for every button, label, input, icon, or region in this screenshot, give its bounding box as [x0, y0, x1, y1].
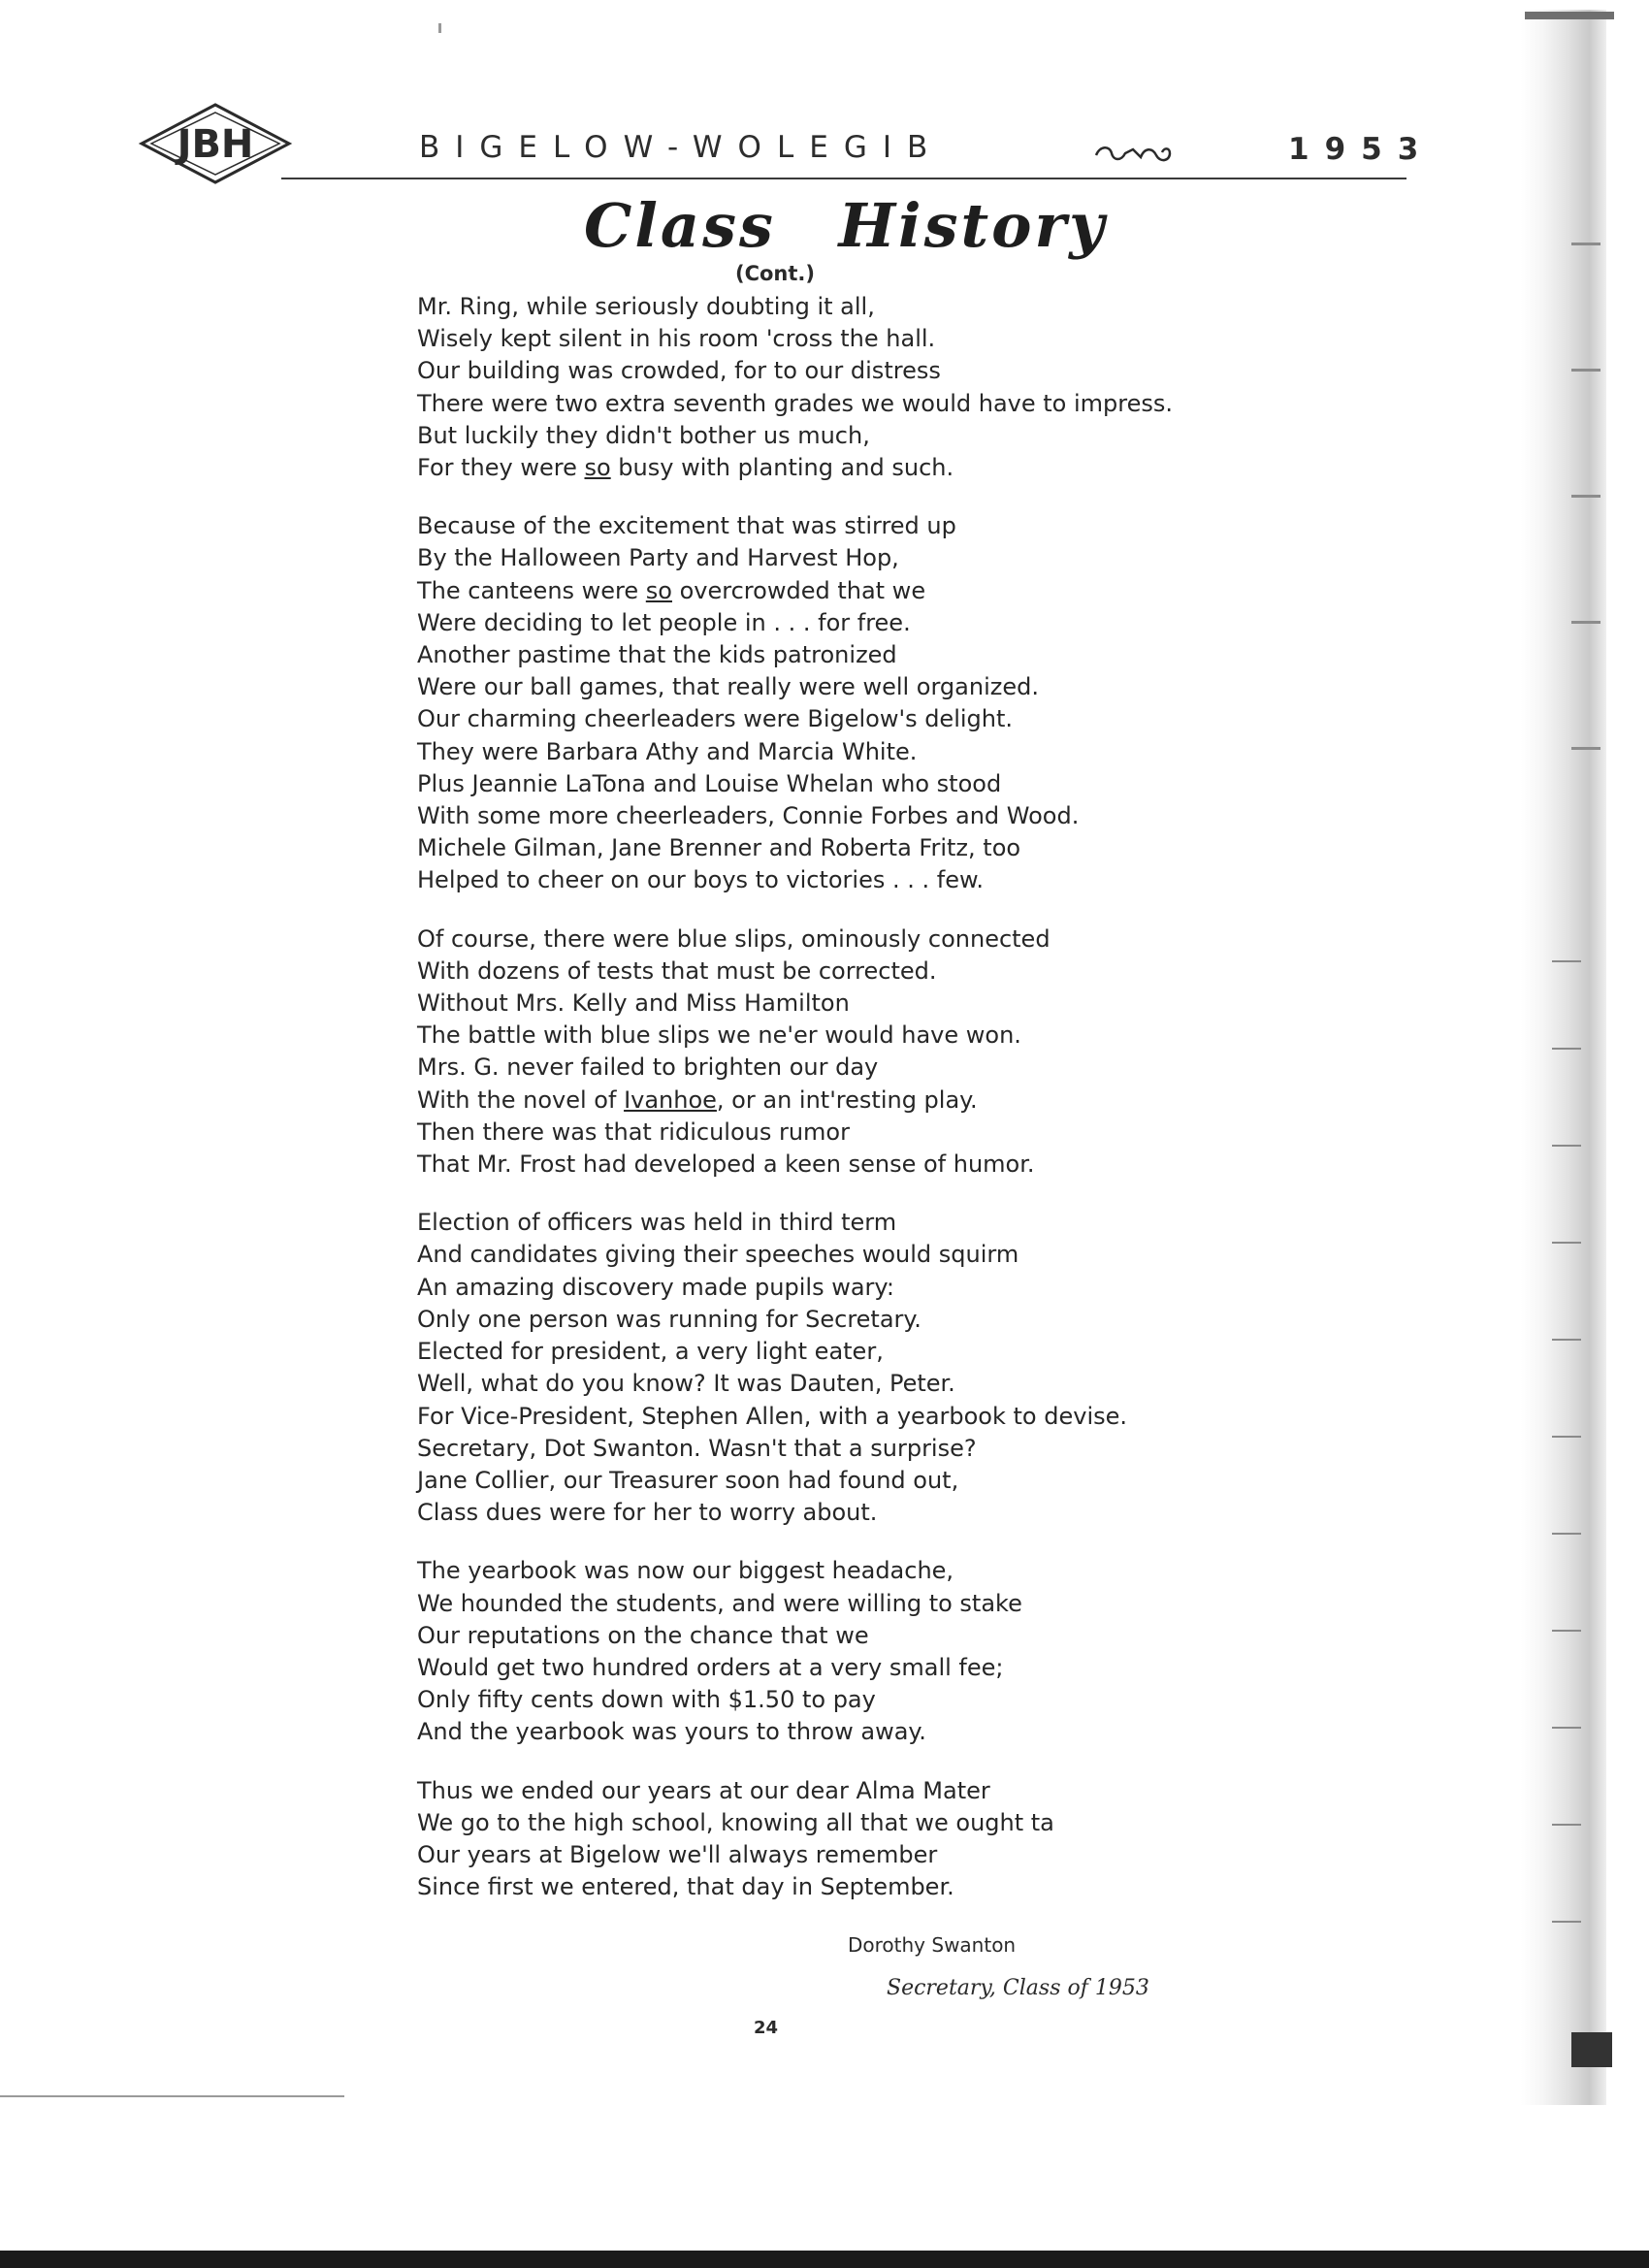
stanza	[417, 923, 1290, 1182]
binding-clip-mark	[1571, 2032, 1612, 2067]
binding-tick	[1571, 747, 1600, 750]
poem-line: Jane Collier, our Treasurer soon had found out,	[417, 1466, 959, 1494]
poem-line: Would get two hundred orders at a very small fee;	[417, 1653, 1004, 1681]
poem-line: That Mr. Frost had developed a keen sense of humor.	[417, 1150, 1035, 1179]
binding-dash	[1552, 1242, 1581, 1244]
stanza	[417, 291, 1290, 484]
poem-line: The canteens were so overcrowded that we	[417, 576, 926, 604]
poem-line: Michele Gilman, Jane Brenner and Roberta Fritz, too	[417, 834, 1021, 862]
logo-monogram: JBH	[177, 122, 254, 167]
binding-dash	[1552, 1824, 1581, 1826]
underlined-word: so	[645, 576, 672, 604]
signature-name: Dorothy Swanton	[848, 1933, 1017, 1957]
poem-line: Our charming cheerleaders were Bigelow's delight.	[417, 705, 1014, 733]
stanza	[417, 1207, 1290, 1529]
page-subtitle: (Cont.)	[735, 262, 816, 285]
poem-line: By the Halloween Party and Harvest Hop,	[417, 544, 899, 572]
poem-line: Our building was crowded, for to our distress	[417, 357, 941, 385]
binding-tick	[1571, 243, 1600, 245]
poem-line: Wisely kept silent in his room 'cross the hall.	[417, 325, 936, 353]
poem-line: Class dues were for her to worry about.	[417, 1499, 878, 1527]
poem-line: Were our ball games, that really were well organized.	[417, 673, 1039, 701]
binding-dash	[1552, 1145, 1581, 1147]
monogram-diamond-icon	[138, 101, 293, 186]
binding-dash	[1552, 1339, 1581, 1341]
poem-line: With the novel of Ivanhoe, or an int'resting play.	[417, 1085, 978, 1114]
binding-dash	[1552, 1533, 1581, 1535]
poem-line: Helped to cheer on our boys to victories . . . few.	[417, 866, 985, 894]
poem-line: Our reputations on the chance that we	[417, 1621, 869, 1649]
header-rule	[281, 178, 1406, 179]
header-title: BIGELOW-WOLEGIB	[419, 130, 944, 165]
poem-line: And candidates giving their speeches would squirm	[417, 1241, 1019, 1269]
poem-line: But luckily they didn't bother us much,	[417, 421, 870, 449]
poem-line: Well, what do you know? It was Dauten, Peter.	[417, 1370, 955, 1398]
poem-line: Mr. Ring, while seriously doubting it all,	[417, 293, 875, 320]
scan-bottom-rule	[0, 2095, 344, 2097]
binding-tick	[1571, 495, 1600, 498]
poem-line: Since first we entered, that day in September.	[417, 1873, 954, 1901]
poem-line: Were deciding to let people in . . . for free.	[417, 608, 911, 636]
poem-line: The battle with blue slips we ne'er would have won.	[417, 1021, 1021, 1050]
scan-bottom-edge	[0, 2251, 1649, 2268]
poem-line: Our years at Bigelow we'll always remember	[417, 1840, 938, 1868]
poem-line: An amazing discovery made pupils wary:	[417, 1273, 894, 1301]
poem-line: Only fifty cents down with $1.50 to pay	[417, 1686, 876, 1714]
poem-line: We hounded the students, and were willing to stake	[417, 1589, 1022, 1617]
binding-tick	[1571, 621, 1600, 624]
binding-tick	[1571, 369, 1600, 372]
stanza	[417, 1775, 1290, 1904]
page-title: Class History	[584, 190, 1108, 261]
stanza	[417, 1555, 1290, 1748]
poem-line: With some more cheerleaders, Connie Forbes and Wood.	[417, 802, 1080, 830]
poem-line: We go to the high school, knowing all that we ought ta	[417, 1808, 1054, 1836]
binding-dash	[1552, 1921, 1581, 1923]
poem-line: There were two extra seventh grades we would have to impress.	[417, 389, 1173, 417]
poem-line: Elected for president, a very light eater,	[417, 1338, 884, 1366]
stanza	[417, 510, 1290, 896]
binding-dash	[1552, 1727, 1581, 1729]
poem	[417, 291, 1290, 1929]
poem-line: Only one person was running for Secretary.	[417, 1305, 922, 1333]
binding-dash	[1552, 1630, 1581, 1632]
scroll-ornament-icon	[1092, 144, 1174, 165]
poem-line: Mrs. G. never failed to brighten our day	[417, 1053, 879, 1082]
binding-edge	[1521, 10, 1606, 2105]
poem-line: Election of officers was held in third term	[417, 1209, 897, 1237]
binding-dash	[1552, 1436, 1581, 1438]
poem-line: Because of the excitement that was stirred up	[417, 512, 956, 540]
poem-line: Plus Jeannie LaTona and Louise Whelan who stood	[417, 769, 1002, 797]
header-year: 1953	[1288, 132, 1435, 167]
poem-line: Then there was that ridiculous rumor	[417, 1118, 850, 1146]
poem-line: The yearbook was now our biggest headache,	[417, 1557, 954, 1585]
underlined-word: Ivanhoe	[624, 1085, 717, 1114]
poem-line: Secretary, Dot Swanton. Wasn't that a surprise?	[417, 1434, 977, 1462]
binding-dash	[1552, 1048, 1581, 1050]
poem-line: With dozens of tests that must be corrected.	[417, 956, 937, 985]
poem-line: Another pastime that the kids patronized	[417, 641, 897, 669]
signature-role: Secretary, Class of 1953	[887, 1976, 1149, 2000]
scan-speck	[438, 23, 441, 33]
poem-line: And the yearbook was yours to throw away.	[417, 1718, 926, 1746]
binding-edge-top	[1525, 12, 1614, 19]
page-number: 24	[754, 2018, 779, 2038]
poem-line: Thus we ended our years at our dear Alma Mater	[417, 1776, 990, 1804]
binding-dash	[1552, 960, 1581, 962]
poem-line: Of course, there were blue slips, ominously connected	[417, 924, 1051, 953]
poem-line: For Vice-President, Stephen Allen, with a yearbook to devise.	[417, 1402, 1128, 1430]
poem-line: For they were so busy with planting and such.	[417, 454, 954, 482]
poem-line: They were Barbara Athy and Marcia White.	[417, 737, 918, 765]
poem-line: Without Mrs. Kelly and Miss Hamilton	[417, 989, 850, 1018]
underlined-word: so	[584, 454, 611, 482]
